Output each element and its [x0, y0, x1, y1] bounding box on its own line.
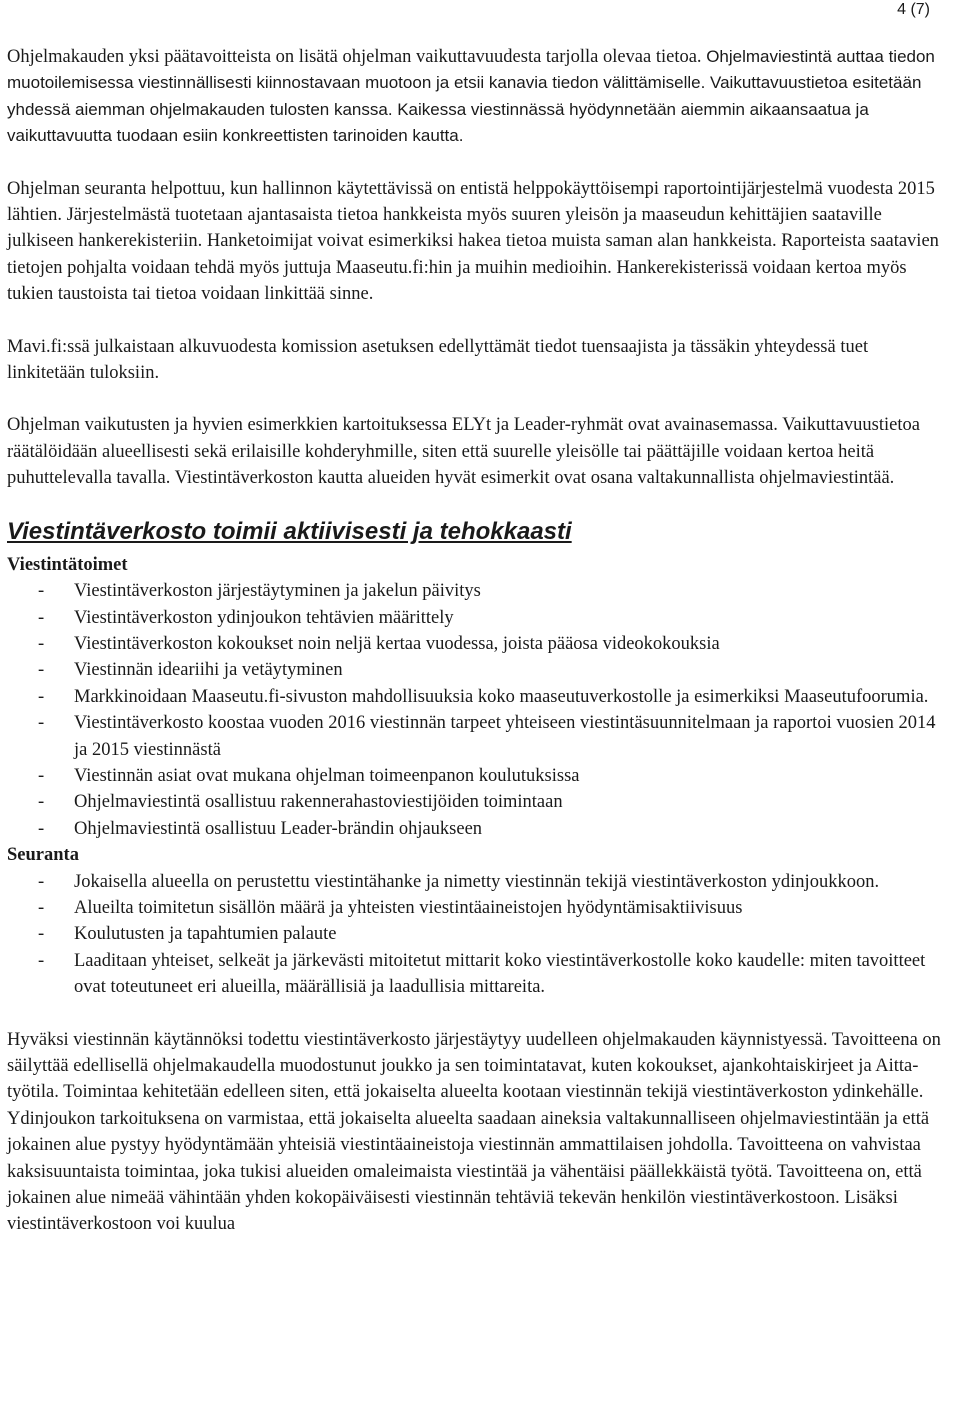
- monitoring-paragraph: Ohjelman seuranta helpottuu, kun hallinnon käytettävissä on entistä helppokäyttöisempi raportointijärjestelmä vuodesta 2015 lähtien. Järjestelmästä tuotetaan ajantasaista tietoa hankkeista myös suuren yleisön ja maaseudun kehittäjien saataville julkiseen hankerekisteriin. Hanketoimijat voivat esimerkiksi hakea tietoa muista saman alan hankkeista. Raporteista saatavien tietojen pohjalta voidaan tehdä myös juttuja Maaseutu.fi:hin ja muihin medioihin. Hankerekisterissä voidaan kertoa myös tukien taustoista tai tietoa voidaan linkittää sinne.: [7, 178, 939, 305]
- impact-paragraph: Ohjelman vaikutusten ja hyvien esimerkkien kartoituksessa ELYt ja Leader-ryhmät ovat avainasemassa. Vaikuttavuustietoa räätälöidään alueellisesti sekä erilaisille kohderyhmille, siten että suurelle yleisölle tai päättäjille voidaan kertoa heitä puhuttelevalla tavalla. Viestintäverkoston kautta alueiden hyvät esimerkit ovat osana valtakunnallista ohjelmaviestintää.: [7, 415, 920, 489]
- dash-bullet: -: [38, 581, 45, 602]
- list-item: - Alueilta toimitetun sisällön määrä ja yhteisten viestintäaineistojen hyödyntämisaktiivisuus: [7, 895, 947, 921]
- list-item: - Viestinnän asiat ovat mukana ohjelman toimeenpanon koulutuksissa: [7, 763, 947, 789]
- follow-up-list: [7, 869, 947, 1001]
- dash-bullet: -: [38, 897, 45, 918]
- intro-sentences-sans-a: Ohjelmaviestintä auttaa tiedon muotoilemisessa viestinnällisesti kiinnostavaan muotoon ja etsii kanavia tiedon välittämiselle. Vaikuttavuustietoa esitetään yhdessä aiemman ohjelmakauden tulosten kanssa.: [7, 47, 935, 119]
- list-item: - Jokaisella alueella on perustettu viestintähanke ja nimetty viestinnän tekijä viestintäverkoston ydinjoukkoon.: [7, 869, 947, 895]
- subheading-follow-up: Seuranta: [7, 845, 79, 866]
- list-item: - Laaditaan yhteiset, selkeät ja järkevästi mitoitetut mittarit koko viestintäverkostolle koko kaudelle: miten tavoitteet ovat toteutuneet eri alueilla, määrällisiä ja laadullisia mittareita.: [7, 948, 947, 1001]
- list-item: - Ohjelmaviestintä osallistuu Leader-brändin ohjaukseen: [7, 816, 947, 842]
- list-item: - Viestintäverkoston ydinjoukon tehtävien määrittely: [7, 605, 947, 631]
- dash-bullet: -: [38, 792, 45, 813]
- dash-bullet: -: [38, 924, 45, 945]
- section-heading: Viestintäverkosto toimii aktiivisesti ja tehokkaasti: [7, 517, 572, 545]
- document-body: [7, 44, 947, 1238]
- dash-bullet: -: [38, 633, 45, 654]
- intro-paragraph-1: [7, 44, 947, 150]
- dash-bullet: -: [38, 607, 45, 628]
- closing-paragraph: Hyväksi viestinnän käytännöksi todettu viestintäverkosto järjestäytyy uudelleen ohjelmakauden käynnistyessä. Tavoitteena on säilyttää edellisellä ohjelmakaudella muodostunut joukko ja sen toimintatavat, kuten kokoukset, ajankohtaiskirjeet ja Aitta-työtila. Toimintaa kehitetään edelleen siten, että jokaiselta alueelta kootaan viestinnän tekijä viestintäverkoston ydinkehälle. Ydinjoukon tarkoituksena on varmistaa, että jokaiselta alueelta saadaan aineksia valtakunnalliseen ohjelmaviestintään ja että jokainen alue pystyy hyödyntämään yhteisiä viestintäaineistoja viestinnän ammattilaisen johdolla. Tavoitteena on vahvistaa kaksisuuntaista toimintaa, joka tukisi alueiden omaleimaista viestintää ja vähentäisi päällekkäistä työtä. Tavoitteena on, että jokainen alue nimeää vähintään yhden kokopäiväisesti viestinnän tehtäviä tekevän henkilön viestintäverkostoon. Lisäksi viestintäverkostoon voi kuulua: [7, 1029, 941, 1235]
- dash-bullet: -: [38, 713, 45, 734]
- dash-bullet: -: [38, 686, 45, 707]
- subheading-communication-actions: Viestintätoimet: [7, 554, 128, 575]
- list-item: - Koulutusten ja tapahtumien palaute: [7, 921, 947, 947]
- list-item: - Viestintäverkoston kokoukset noin neljä kertaa vuodessa, joista pääosa videokokouksia: [7, 631, 947, 657]
- list-item: - Markkinoidaan Maaseutu.fi-sivuston mahdollisuuksia koko maaseutuverkostolle ja esimerkiksi Maaseutufoorumia.: [7, 684, 947, 710]
- list-item: - Viestintäverkosto koostaa vuoden 2016 viestinnän tarpeet yhteiseen viestintäsuunnitelmaan ja raportoi vuosien 2014 ja 2015 viestinnästä: [7, 710, 947, 763]
- dash-bullet: -: [38, 660, 45, 681]
- list-item: - Viestintäverkoston järjestäytyminen ja jakelun päivitys: [7, 578, 947, 604]
- dash-bullet: -: [38, 950, 45, 971]
- page-number: 4 (7): [897, 1, 930, 18]
- list-item: - Ohjelmaviestintä osallistuu rakennerahastoviestijöiden toimintaan: [7, 789, 947, 815]
- dash-bullet: -: [38, 765, 45, 786]
- list-item: - Viestinnän ideariihi ja vetäytyminen: [7, 657, 947, 683]
- intro-sentence-serif: Ohjelmakauden yksi päätavoitteista on lisätä ohjelman vaikuttavuudesta tarjolla olevaa tietoa.: [7, 47, 702, 67]
- dash-bullet: -: [38, 818, 45, 839]
- dash-bullet: -: [38, 871, 45, 892]
- communication-actions-list: [7, 578, 947, 842]
- intro-sentences-sans-b: Kaikessa viestinnässä hyödynnetään aiemmin aikaansaatua ja vaikuttavuutta tuodaan esiin konkreettisten tarinoiden kautta.: [7, 99, 869, 146]
- mavi-paragraph: Mavi.fi:ssä julkaistaan alkuvuodesta komission asetuksen edellyttämät tiedot tuensaajista ja tässäkin yhteydessä tuet linkitetään tuloksiin.: [7, 336, 869, 384]
